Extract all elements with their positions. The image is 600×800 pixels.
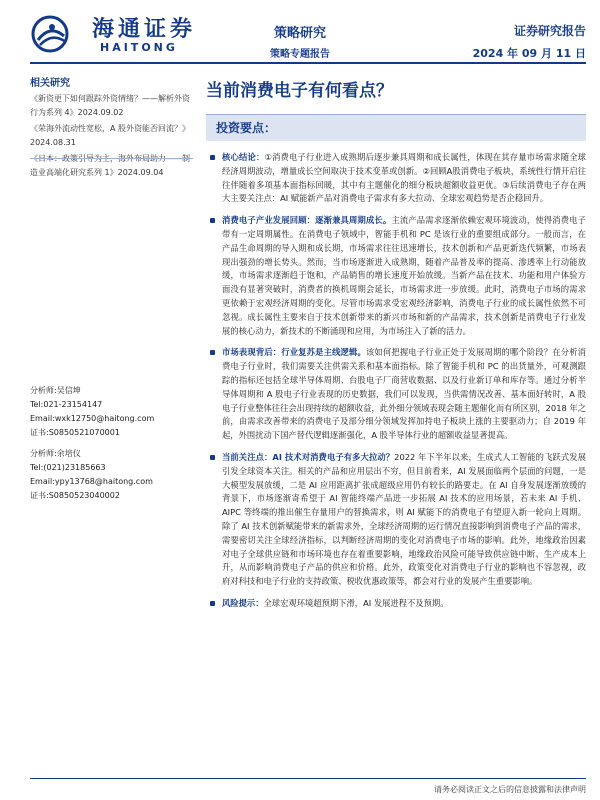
main-content	[206, 74, 586, 619]
bullet-icon	[210, 218, 215, 223]
bullet-icon	[210, 455, 215, 460]
key-point-lead: 核心结论：	[222, 152, 265, 162]
sidebar-related-research	[30, 74, 193, 182]
footer-disclaimer: 请务必阅读正文之后的信息披露和法律声明	[434, 785, 586, 794]
key-point-text: 全球宏观环境超预期下滑，AI 发展进程不及预期。	[263, 597, 449, 608]
brand-name-cn: 海通证券	[92, 17, 197, 42]
brand-name-en: HAITONG	[100, 41, 178, 54]
key-point-text: 该如何把握电子行业正处于发展周期的哪个阶段？在分析消费电子行业时，我们需要关注供需关系和基本面指标。除了智能手机和 PC 的出货量外，可观测跟踪的指标还包括全球半导体周期、台股电子厂商营收数据、以及行业新订单和库存等。通过分析半导体周期和 A 股电子行业表现的历史数据，我们可以发现，当供需情况改善、基本面好转时，A 股电子行业整体往往会出现持续的超额收益，此外细分领域表现会随主题催化而有所区别，2018 年之前，由需求改善带来的消费电子及部分细分领域发挥加持电子板块上涨的主要驱动力；自 2019 年起，外围扰动下国产替代逻辑逐渐强化，A 股半导体行业的超额收益显著提高。	[222, 347, 586, 441]
page-title: 当前消费电子有何看点？	[206, 81, 393, 101]
key-point	[206, 451, 586, 589]
bullet-icon	[210, 601, 215, 606]
related-item[interactable]: 造业高端化研究系列 1》2024.09.04	[30, 168, 164, 177]
bullet-icon	[210, 155, 215, 160]
key-point-lead: 消费电子产业发展回顾：逐渐兼具周期成长。	[222, 215, 392, 226]
investment-highlights-title: 投资要点：	[216, 121, 277, 135]
report-category: 策略研究	[273, 26, 326, 41]
sidebar-divider	[30, 158, 193, 159]
key-point	[206, 151, 586, 206]
key-point	[206, 346, 586, 443]
bullet-icon	[210, 350, 215, 355]
related-item[interactable]: 《新资更下如何跟踪外资情绪？——解析外资行为系列 4》2024.09.02	[30, 94, 190, 117]
key-point-lead: 风险提示：	[222, 597, 264, 608]
header-divider	[30, 62, 586, 64]
analyst-contacts	[30, 384, 193, 503]
analyst-tel: Tel:(021)23185663	[30, 463, 106, 472]
investment-highlights-header	[206, 114, 586, 141]
analyst-name: 分析师:余培仪	[30, 449, 81, 458]
key-point	[206, 214, 586, 338]
key-points-list	[206, 151, 586, 611]
analyst-name: 分析师:吴信坤	[30, 386, 81, 395]
analyst-cert: 证书:S0850523040002	[30, 491, 120, 500]
related-item[interactable]: 《荣海外流动性宽松，A 股外资能否回流？》2024.08.31	[30, 124, 191, 147]
report-header	[0, 0, 600, 64]
analyst-cert: 证书:S0850521070001	[30, 428, 120, 437]
haitong-logo-icon	[30, 14, 86, 54]
key-point	[206, 597, 586, 611]
footer-divider	[30, 778, 586, 779]
analyst-email[interactable]: Email:ypy13768@haitong.com	[30, 477, 153, 486]
key-point-lead: 当前关注点：AI 技术对消费电子有多大拉动？	[222, 451, 395, 462]
key-point-lead: 市场表现背后：行业复苏是主线逻辑。	[222, 347, 366, 358]
key-point-text: 2022 年下半年以来，生成式人工智能的飞跃式发展引发全球资本关注。相关的产品和应用层出不穷，但目前看来，AI 发展面临两个层面的问题，一是大模型发展放缓，二是 AI 应用距离扩张成超级应用仍有较长的路要走。在 AI 自身发展逐渐放缓的背景下，市场逐渐寄希望于 AI 智能终端产品进一步拓展 AI 技术的应用场景，若未来 AI 手机、AIPC 等终端的推出催生存量用户的替换需求，则 AI 赋能下的消费电子有望迎入新一轮向上周期。除了 AI 技术创新赋能带来的新需求外，全球经济周期的运行情况直接影响到消费电子产品的需求，需要密切关注全球经济指标，以判断经济周期的变化对消费电子市场的影响。此外，地缘政治因素对电子全球供应链和市场环境也存在着重要影响，地缘政治风险可能导致供应链中断、生产成本上升，从而影响消费电子产品的供应和价格。此外，政策变化对消费电子行业的影响也不容忽视，政府对科技和电子行业的支持政策、税收优惠政策等，都会对行业的发展产生重要影响。	[222, 451, 586, 587]
report-date: 2024 年 09 月 11 日	[472, 47, 586, 60]
related-research-title: 相关研究	[30, 78, 70, 89]
key-point-text: ①消费电子行业进入成熟期后逐步兼具周期和成长属性，体现在其存量市场需求随全球经济周期波动，增量成长空间取决于技术变革或创新。②回顾A股消费电子板块，系统性行情开启往往伴随着多项基本面指标回暖，其中有主题催化的细分板块超额收益更优。③后续消费电子存在两大主要关注点：AI 赋能新产品对消费电子需求有多大拉动、全球宏观趋势是否企稳回升。	[222, 152, 586, 204]
report-subcategory: 策略专题报告	[270, 49, 330, 60]
key-point-text: 主流产品需求逐渐依赖宏观环境波动，使得消费电子带有一定周期属性。在消费电子领域中，智能手机和 PC 是该行业的重要组成部分。一般而言，在产品生命周期的导入期和成长期，市场需求往往迅速增长，技术创新和产品更新迭代频繁，市场表现出强劲的增长势头。然而，当市场逐渐进入成熟期，随着产品普及率的提高、渗透率上行动能放缓，市场需求逐渐趋于饱和，产品销售的增长速度开始放缓。当新产品在技术、功能和用户体验方面没有显著突破时，消费者的换机周期会延长，市场需求进一步放缓。此时，消费电子市场的需求更依赖于宏观经济周期的变化。尽管市场需求受宏观经济影响，消费电子行业的成长属性依然不可忽视。成长属性主要来自于技术创新带来的新兴市场和新的产品需求，技术创新是消费电子行业发展的核心动力，新技术的不断涌现和应用，为市场注入了新的活力。	[222, 215, 586, 336]
analyst-email[interactable]: Email:wxk12750@haitong.com	[30, 414, 155, 423]
report-type: 证券研究报告	[513, 24, 586, 38]
analyst-tel: Tel:021-23154147	[30, 400, 103, 409]
